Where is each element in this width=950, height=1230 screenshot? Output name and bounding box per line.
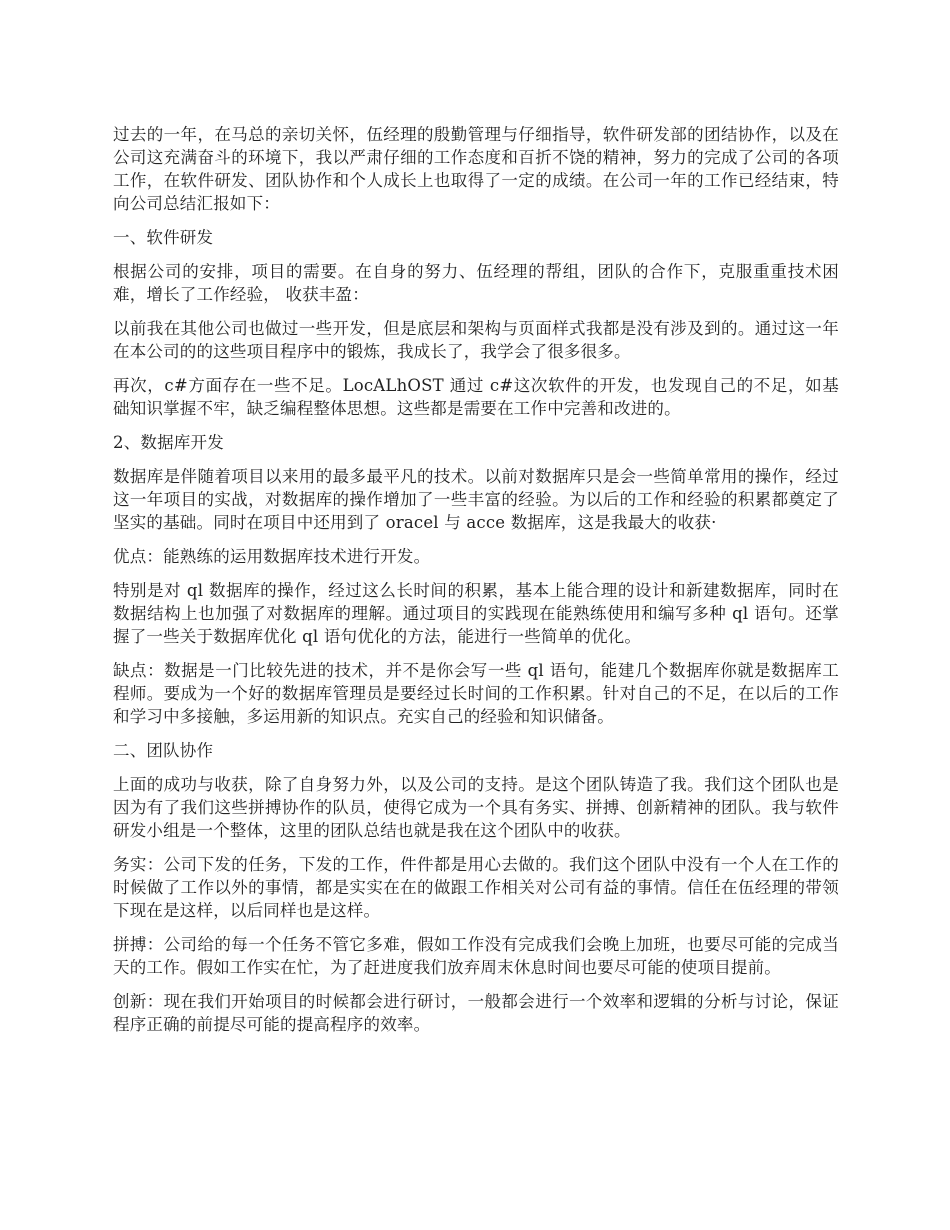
document-body <box>113 123 839 1047</box>
section-heading-teamwork: 二、团队协作 <box>113 741 214 760</box>
paragraph-software-3: 再次，c#方面存在一些不足。LocALhOST 通过 c#这次软件的开发，也发现自己的不足，如基础知识掌握不牢，缺乏编程整体思想。这些都是需要在工作中完善和改进的。 <box>113 376 839 418</box>
section-heading-database: 2、数据库开发 <box>113 433 224 452</box>
paragraph-database-2: 特别是对 ql 数据库的操作，经过这么长时间的积累，基本上能合理的设计和新建数据库，同时在数据结构上也加强了对数据库的理解。通过项目的实践现在能熟练使用和编写多种 ql 语句。还掌握了一些关于数据库优化 ql 语句优化的方法，能进行一些简单的优化。 <box>113 581 839 646</box>
paragraph-database-1: 数据库是伴随着项目以来用的最多最平凡的技术。以前对数据库只是会一些简单常用的操作，经过这一年项目的实战，对数据库的操作增加了一些丰富的经验。为以后的工作和经验的积累都奠定了坚实的基础。同时在项目中还用到了 oracel 与 acce 数据库，这是我最大的收获· <box>113 467 839 532</box>
paragraph-software-1: 根据公司的安排，项目的需要。在自身的努力、伍经理的帮组，团队的合作下，克服重重技术困难，增长了工作经验， 收获丰盈： <box>113 262 839 304</box>
paragraph-teamwork-pragmatic: 务实：公司下发的任务，下发的工作，件件都是用心去做的。我们这个团队中没有一个人在工作的时候做了工作以外的事情，都是实实在在的做跟工作相关对公司有益的事情。信任在伍经理的带领下现在是这样，以后同样也是这样。 <box>113 855 839 920</box>
paragraph-teamwork-1: 上面的成功与收获，除了自身努力外，以及公司的支持。是这个团队铸造了我。我们这个团队也是因为有了我们这些拼搏协作的队员，使得它成为一个具有务实、拼搏、创新精神的团队。我与软件研发小组是一个整体，这里的团队总结也就是我在这个团队中的收获。 <box>113 775 839 840</box>
paragraph-software-2: 以前我在其他公司也做过一些开发，但是底层和架构与页面样式我都是没有涉及到的。通过这一年在本公司的的这些项目程序中的锻炼，我成长了，我学会了很多很多。 <box>113 319 839 361</box>
paragraph-teamwork-innovation: 创新：现在我们开始项目的时候都会进行研讨，一般都会进行一个效率和逻辑的分析与讨论，保证程序正确的前提尽可能的提高程序的效率。 <box>113 992 839 1034</box>
paragraph-database-strengths: 优点：能熟练的运用数据库技术进行开发。 <box>113 547 431 566</box>
section-heading-software: 一、软件研发 <box>113 228 214 247</box>
intro-paragraph: 过去的一年，在马总的亲切关怀，伍经理的殷勤管理与仔细指导，软件研发部的团结协作，以及在公司这充满奋斗的环境下，我以严肃仔细的工作态度和百折不饶的精神，努力的完成了公司的各项工作，在软件研发、团队协作和个人成长上也取得了一定的成绩。在公司一年的工作已经结束，特向公司总结汇报如下： <box>113 125 839 213</box>
paragraph-database-weaknesses: 缺点：数据是一门比较先进的技术，并不是你会写一些 ql 语句，能建几个数据库你就是数据库工程师。要成为一个好的数据库管理员是要经过长时间的工作积累。针对自己的不足，在以后的工作和学习中多接触，多运用新的知识点。充实自己的经验和知识储备。 <box>113 661 839 726</box>
paragraph-teamwork-striving: 拼搏：公司给的每一个任务不管它多难，假如工作没有完成我们会晚上加班，也要尽可能的完成当天的工作。假如工作实在忙，为了赶进度我们放弃周末休息时间也要尽可能的使项目提前。 <box>113 935 839 977</box>
